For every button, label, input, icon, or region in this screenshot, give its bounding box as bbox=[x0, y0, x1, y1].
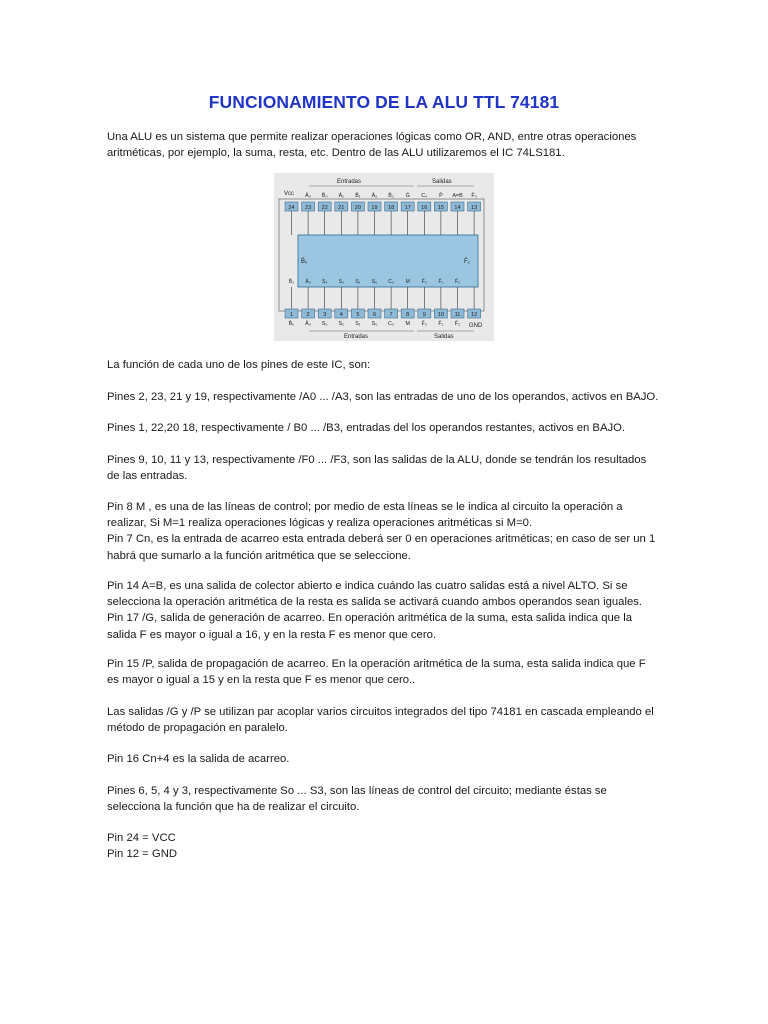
inner-bottom-signal-label: S₁ bbox=[355, 279, 361, 285]
top-signal-label: B̄₁ bbox=[355, 193, 361, 199]
paragraph-pin-p: Pin 15 /P, salida de propagación de acarreo. En la operación aritmética de la suma, esta salida indica que F es mayor o igual a 15 y en la resta que F es menor que cero.. bbox=[107, 658, 646, 687]
inner-bottom-signal-label: S₃ bbox=[322, 279, 328, 285]
bottom-signal-label: S₁ bbox=[355, 321, 361, 327]
bottom-pin-number: 8 bbox=[406, 312, 410, 318]
bottom-group-left-label: Entradas bbox=[344, 334, 369, 340]
bottom-pin-number: 11 bbox=[454, 312, 461, 318]
paragraph-power: Pin 24 = VCC Pin 12 = GND bbox=[107, 832, 178, 861]
top-pin-number: 14 bbox=[454, 205, 461, 211]
paragraph-select-lines: Pines 6, 5, 4 y 3, respectivamente So ... S3, son las líneas de control del circuito; mediante éstas se selecciona la función que ha de realizar el circuito. bbox=[107, 785, 607, 814]
top-pin-number: 13 bbox=[470, 205, 478, 211]
paragraph-carry-out: Pin 16 Cn+4 es la salida de acarreo. bbox=[107, 753, 290, 765]
bottom-pin-number: 1 bbox=[289, 312, 294, 318]
inner-bottom-signal-label: B̄₀ bbox=[288, 279, 295, 285]
top-group-left-label: Entradas bbox=[337, 179, 362, 185]
paragraph-pins-f: Pines 9, 10, 11 y 13, respectivamente /F0 ... /F3, son las salidas de la ALU, donde se tendrán los resultados de las entradas. bbox=[107, 454, 647, 483]
top-signal-label: P̄ bbox=[439, 193, 443, 199]
paragraph-pins-b: Pines 1, 22,20 18, respectivamente / B0 ... /B3, entradas del los operandos restantes, activos en BAJO. bbox=[107, 422, 626, 434]
bottom-signal-label: C₀ bbox=[388, 321, 395, 327]
bottom-signal-label: Ā₀ bbox=[305, 321, 312, 327]
top-signal-label: A=B bbox=[452, 193, 463, 199]
paragraph-pin-intro: La función de cada uno de los pines de este IC, son: bbox=[107, 359, 371, 371]
bottom-pin-number: 10 bbox=[437, 312, 445, 318]
top-signal-label: Ā₂ bbox=[371, 193, 378, 199]
top-signal-label: Ā₁ bbox=[338, 193, 345, 199]
inner-bottom-signal-label: S₂ bbox=[338, 279, 344, 285]
bottom-pin-number: 6 bbox=[372, 312, 377, 318]
inner-bottom-signal-label: C₀ bbox=[388, 279, 394, 285]
bottom-signal-label: B̄₀ bbox=[288, 321, 295, 327]
top-signal-label: Ā₀ bbox=[305, 193, 312, 199]
bottom-pin-number: 12 bbox=[470, 312, 478, 318]
paragraph-pin-aeqb-g: Pin 14 A=B, es una salida de colector abierto e indica cuándo las cuatro salidas está a nivel ALTO. Si se selecciona la operación aritmética de la resta es salida se activará cuando ambos operandos sean iguales. Pin 17 /G, salida de generación de acarreo. En operación aritmética de la suma, esta salida indica que la salida F es mayor o igual a 16, y en la resta F es menor que cero. bbox=[107, 580, 643, 641]
top-pin-number: 23 bbox=[304, 205, 312, 211]
bottom-pin-number: 7 bbox=[389, 312, 393, 318]
bottom-pin-number: 2 bbox=[306, 312, 310, 318]
bottom-signal-label: F̄₂ bbox=[454, 321, 461, 327]
inner-bottom-signal-label: M bbox=[405, 279, 410, 285]
top-pin-number: 21 bbox=[338, 205, 345, 211]
bottom-signal-label: S₀ bbox=[371, 321, 378, 327]
top-group-right-label: Salidas bbox=[432, 179, 452, 185]
inner-bottom-signal-label: F̄₀ bbox=[421, 279, 427, 285]
vcc-label: Vcc bbox=[284, 191, 295, 197]
document-title: FUNCIONAMIENTO DE LA ALU TTL 74181 bbox=[208, 92, 560, 112]
inner-left-label: B̄₀ bbox=[301, 259, 308, 265]
top-signal-label: F̄₃ bbox=[471, 193, 477, 199]
top-pin-number: 24 bbox=[288, 205, 295, 211]
inner-right-label: F̄₂ bbox=[464, 259, 470, 265]
bottom-signal-label: S₃ bbox=[321, 321, 328, 327]
bottom-pin-number: 9 bbox=[422, 312, 426, 318]
top-pin-number: 18 bbox=[387, 205, 395, 211]
top-signal-label: Ḡ bbox=[405, 193, 410, 199]
top-signal-label: C₄ bbox=[421, 193, 428, 199]
paragraph-pins-a: Pines 2, 23, 21 y 19, respectivamente /A0 ... /A3, son las entradas de uno de los operandos, activos en BAJO. bbox=[107, 391, 659, 403]
top-pin-number: 17 bbox=[404, 205, 411, 211]
top-pin-number: 19 bbox=[371, 205, 378, 211]
inner-bottom-signal-label: F̄₂ bbox=[455, 279, 460, 285]
gnd-label: GND bbox=[469, 323, 483, 329]
paragraph-pin-m-cn: Pin 8 M , es una de las líneas de control; por medio de esta líneas se le indica al circuito la operación a realizar, Si M=1 realiza operaciones lógicas y realiza operaciones aritméticas si M=0. Pin 7 Cn, es la entrada de acarreo esta entrada deberá ser 0 en operaciones aritméticas; en caso de ser un 1 habrá que sumarlo a la función aritmética que se seleccione. bbox=[107, 501, 656, 562]
top-pin-number: 15 bbox=[437, 205, 445, 211]
inner-bottom-signal-label: F̄₁ bbox=[438, 279, 444, 285]
bottom-group-right-label: Salidas bbox=[434, 334, 454, 340]
alu-pinout-diagram bbox=[274, 173, 494, 341]
top-pin-number: 16 bbox=[421, 205, 428, 211]
top-signal-label: B̄₀ bbox=[321, 193, 328, 199]
top-pin-number: 22 bbox=[321, 205, 328, 211]
bottom-signal-label: F̄₀ bbox=[421, 321, 428, 327]
bottom-signal-label: F̄₁ bbox=[438, 321, 444, 327]
bottom-pin-number: 5 bbox=[356, 312, 360, 318]
bottom-signal-label: S₂ bbox=[338, 321, 345, 327]
inner-bottom-signal-label: S₀ bbox=[371, 279, 378, 285]
top-pin-number: 20 bbox=[354, 205, 362, 211]
inner-bottom-signal-label: Ā₀ bbox=[305, 279, 311, 285]
paragraph-cascade: Las salidas /G y /P se utilizan par acoplar varios circuitos integrados del tipo 74181 en cascada empleando el método de propagación en paralelo. bbox=[107, 706, 654, 735]
bottom-pin-number: 4 bbox=[339, 312, 343, 318]
bottom-pin-number: 3 bbox=[323, 312, 327, 318]
top-signal-label: B̄₂ bbox=[388, 193, 394, 199]
bottom-signal-label: M bbox=[405, 321, 410, 327]
intro-paragraph: Una ALU es un sistema que permite realizar operaciones lógicas como OR, AND, entre otras operaciones aritméticas, por ejemplo, la suma, resta, etc. Dentro de las ALU utilizaremos el IC 74LS181. bbox=[107, 131, 637, 160]
